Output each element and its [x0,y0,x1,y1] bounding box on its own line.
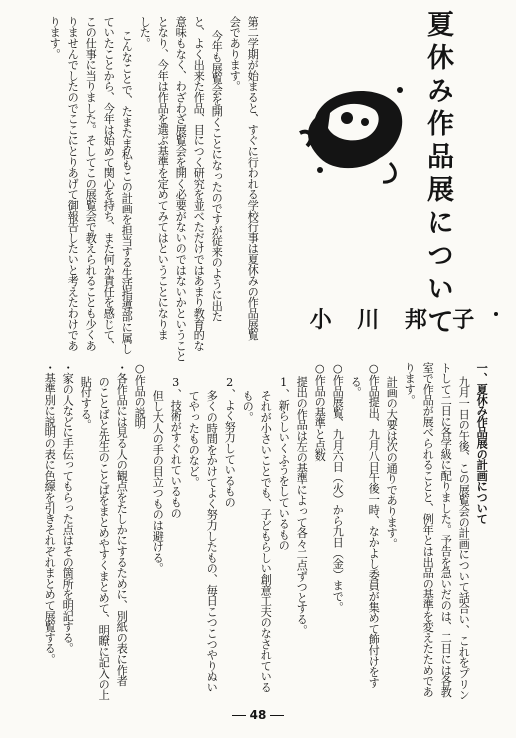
text-column: 貼付する。 [79,376,93,431]
text-column: 1、新らしいくふうをしているもの [277,376,291,551]
text-column: こんなことで、たまたま私もこの計画を担当する生活指導部に属し [120,30,134,355]
text-column: 計画の大要は次の通りであります。 [385,376,399,549]
author-char: 子 [452,306,475,333]
text-column: 提出の作品は左の基準によって各々二点ずつとする。 [295,376,309,636]
text-column: 今年も展覧会を開くことになったのですが従来のように出た [210,30,224,322]
text-column: それが小さいことでも、子どもらしい創意工夫のなされている [259,390,273,693]
author-char: 川 [357,306,380,333]
text-column: ○作品提出、九月八日午後一時、なかよし委員が集めて飾付けをす [367,362,381,688]
text-column: した。 [138,16,152,49]
text-column: 室で作品が展べられることと、例年とは出品の基準を変えたためであ [421,362,435,697]
page-title: 夏休み作品展について [422,10,453,340]
text-column: この仕事に当りました。そしてこの展覧会で教えられることも少くあ [84,16,98,351]
text-column: のことばと先生のことばをまとめやすくまとめて、明瞭に記入の上 [97,376,111,701]
text-column: ・家の人などに手伝ってもらった点はその箇所を明記する。 [61,362,75,654]
text-column: となり、今年は作品を選ぶ基準を定めてみてはということになりま [156,16,170,341]
text-column: ○作品展覧、九月六日（火）から九日（金）まで。 [331,362,345,613]
text-column: 九月一日の午後、この展覧会の計画について話合い、これをプリン [457,376,471,701]
text-column: 会であります。 [228,16,242,92]
text-column: トして二日に各学級に配りました。予告を急いだのは、二日には各教 [439,362,453,697]
text-column: ていたことから、今年は始めて関心を持ち、また何か責任を感じて、 [102,16,116,351]
author-char: 小 [309,306,332,333]
text-column: もの。 [241,390,255,423]
text-column: ・各作品には見る人の観点をたしかにするために、別紙の表に作者 [115,362,129,687]
text-column: 多くの時間をかけてよく努力したもの、毎日こつこつやりぬい [205,390,219,693]
text-column: ります。 [403,362,417,406]
page-number-text: 48 [249,708,267,722]
text-column: 但し大人の手の目立つものは避ける。 [151,390,165,574]
section-heading: 一、夏休み作品展の計画について [475,362,490,525]
ornament-dot [494,312,498,316]
text-column: 2、よく努力しているもの [223,376,237,508]
text-column: 3、技術がすぐれているもの [169,376,183,519]
ink-illustration [295,78,410,188]
page-number [0,708,516,722]
text-column: と、よく出来た作品、目につく研究を並べただけではあまり教育的な [192,16,206,351]
text-column: ります。 [48,16,62,60]
text-column: ○作品の基準と点数 [313,362,327,462]
text-column: 第二学期が始まると、すぐに行われる学校行事は夏休みの作品展覧 [246,16,260,341]
text-column: ・基準別に説明の表に色線を引きそれぞれまとめて展覧する。 [43,362,57,665]
text-column: る。 [349,376,363,398]
author-name [297,298,487,338]
author-char: 邦 [404,306,427,333]
text-column: 意味もなく、わざわざ展覧会を開く必要がないのではないかということ [174,16,188,362]
text-column: ○作品の説明 [133,362,147,429]
text-column: てやったものなど。 [187,390,201,488]
text-column: りませんでしたのでここにとりあげて御報告したいと考えたわけであ [66,16,80,351]
dash-right [270,715,284,716]
dash-left [232,715,246,716]
